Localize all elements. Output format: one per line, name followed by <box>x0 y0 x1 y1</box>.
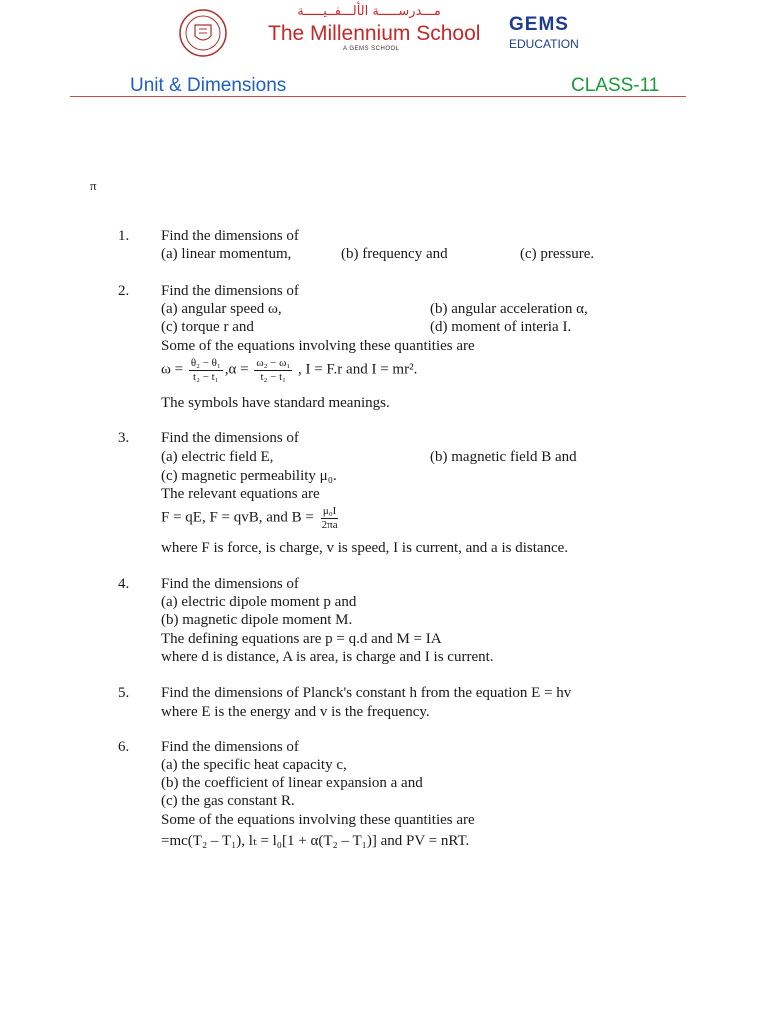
question-text: where E is the energy and v is the frequency. <box>161 704 430 720</box>
option-a: (a) linear momentum, <box>161 246 292 262</box>
option-a: (a) electric dipole moment p and <box>161 594 357 610</box>
equation-tail: , I = F.r and I = mr². <box>297 361 418 378</box>
gems-education-label: EDUCATION <box>509 37 579 51</box>
option-c: (c) torque r and <box>161 319 254 335</box>
option-b: (b) magnetic dipole moment M. <box>161 612 353 628</box>
option-b: (b) the coefficient of linear expansion a and <box>161 775 423 791</box>
question-number: 5. <box>118 685 130 701</box>
question-text: Find the dimensions of <box>161 739 299 755</box>
topic-title: Unit & Dimensions <box>130 75 287 96</box>
stray-symbol: π <box>90 178 97 193</box>
question-text: The defining equations are p = q.d and M = IA <box>161 631 442 647</box>
question-text: Some of the equations involving these quantities are <box>161 812 475 828</box>
option-a: (a) the specific heat capacity c, <box>161 757 347 773</box>
equation: =mc(T₂ – T₁), lₜ = l₀[1 + α(T₂ – T₁)] and PV = nRT. <box>161 833 470 849</box>
option-c: (c) magnetic permeability μ₀. <box>161 468 337 484</box>
question-text: The relevant equations are <box>161 486 320 502</box>
fraction <box>189 357 223 383</box>
question-text: where F is force, is charge, v is speed, I is current, and a is distance. <box>161 540 569 556</box>
fraction <box>254 357 292 383</box>
question-number: 3. <box>118 430 130 446</box>
numerator: θ₂ − θ₁ <box>190 357 221 369</box>
class-label: CLASS-11 <box>571 75 660 96</box>
option-d: (d) moment of interia I. <box>430 319 572 335</box>
option-c: (c) pressure. <box>520 246 595 262</box>
option-b: (b) magnetic field B and <box>430 449 577 465</box>
gems-logo: GEMS <box>509 14 569 35</box>
numerator: ω₂ − ω₁ <box>256 357 291 369</box>
option-a: (a) electric field E, <box>161 449 274 465</box>
question-text: Find the dimensions of <box>161 283 299 299</box>
question-number: 1. <box>118 228 130 244</box>
question-text: where d is distance, A is area, is charge and I is current. <box>161 649 494 665</box>
question-number: 4. <box>118 576 130 592</box>
question-text: Find the dimensions of Planck's constant h from the equation E = hv <box>161 685 572 701</box>
equation <box>161 357 417 383</box>
option-b: (b) angular acceleration α, <box>430 301 588 317</box>
equation-alpha: ,α = <box>224 361 249 378</box>
option-a: (a) angular speed ω, <box>161 301 282 317</box>
numerator: μ₀I <box>322 505 337 517</box>
school-name: The Millennium School <box>268 22 481 45</box>
header-divider <box>70 96 686 97</box>
option-b: (b) frequency and <box>341 246 448 262</box>
question-number: 6. <box>118 739 130 755</box>
question-text: Find the dimensions of <box>161 430 299 446</box>
school-crest-icon <box>178 8 228 58</box>
equation-text: F = qE, F = qvB, and B = <box>161 509 314 526</box>
school-name-arabic: مـــدرســـــة الألـــفــيـــــة <box>297 4 441 19</box>
equation-omega: ω = <box>161 361 184 378</box>
question-number: 2. <box>118 283 130 299</box>
fraction <box>320 505 340 531</box>
denominator: t₂ − t₁ <box>193 370 219 383</box>
question-text: The symbols have standard meanings. <box>161 395 390 411</box>
denominator: 2πa <box>321 518 338 531</box>
option-c: (c) the gas constant R. <box>161 793 295 809</box>
question-text: Find the dimensions of <box>161 228 299 244</box>
denominator: t₂ − t₁ <box>260 370 287 383</box>
school-subtitle: A GEMS SCHOOL <box>343 46 400 52</box>
equation <box>161 505 342 531</box>
question-text: Some of the equations involving these quantities are <box>161 338 475 354</box>
question-text: Find the dimensions of <box>161 576 299 592</box>
